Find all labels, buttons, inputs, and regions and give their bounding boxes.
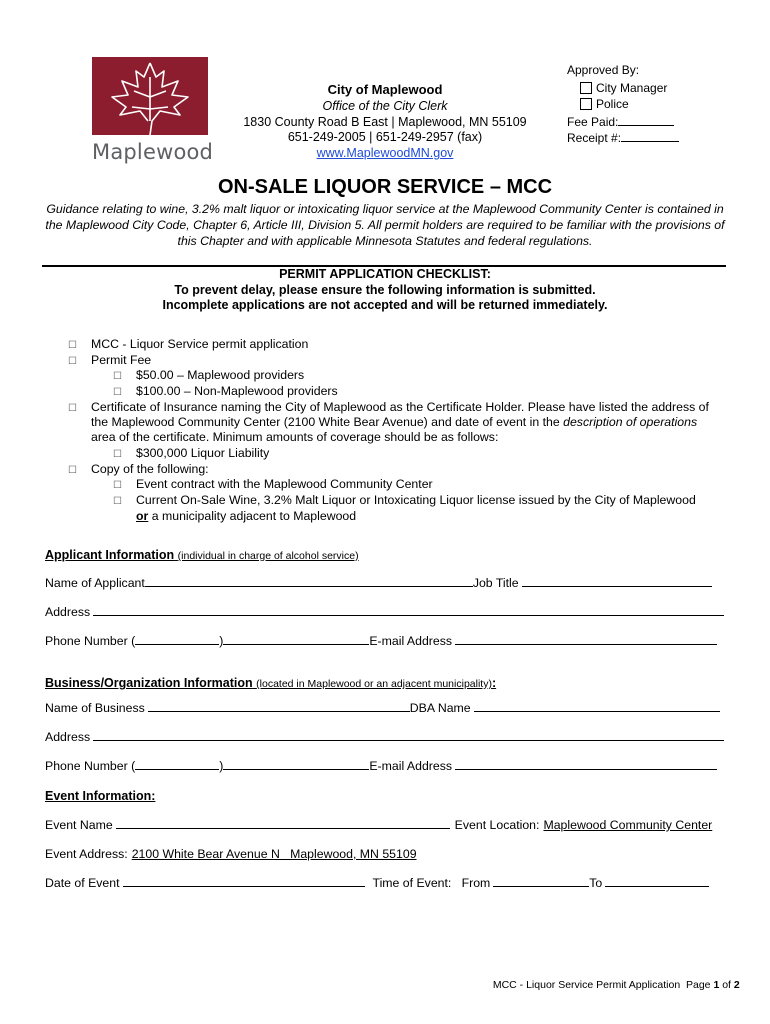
checkbox-icon[interactable]: ☐ [68,340,77,351]
page-title: ON-SALE LIQUOR SERVICE – MCC [217,176,553,198]
checklist-title: PERMIT APPLICATION CHECKLIST: [279,267,491,281]
field-label: Phone Number ( [45,759,136,773]
field-label: E-mail Address [369,634,453,648]
field-label: Date of Event [45,876,120,890]
section-title: Business/Organization Information [45,676,253,690]
maple-leaf-icon [92,57,208,135]
approval-police[interactable] [580,97,629,111]
checklist-item-insurance [68,399,77,417]
approved-by-label: Approved By: [567,63,640,77]
event-date-row [45,876,721,890]
checkbox-icon[interactable]: ☐ [68,465,77,476]
website-link[interactable]: www.MaplewoodMN.gov [316,146,454,160]
checklist-item-copies [68,461,209,479]
business-name-input[interactable] [148,710,410,712]
approval-option-label: City Manager [596,81,668,95]
fee-paid-field[interactable] [567,113,674,129]
event-name-input[interactable] [116,827,450,829]
logo-wordmark: Maplewood [92,140,214,164]
license-text: a municipality adjacent to Maplewood [148,509,357,523]
email-input[interactable] [455,643,717,645]
office-name: Office of the City Clerk [322,99,448,113]
section-title: Applicant Information [45,548,175,562]
fee-paid-label: Fee Paid: [567,115,619,129]
field-label: Job Title [472,576,519,590]
applicant-name-row [45,576,721,590]
event-address-row [45,847,417,861]
event-date-input[interactable] [123,885,365,887]
job-title-input[interactable] [522,585,712,587]
phone-input[interactable] [223,643,369,645]
receipt-field[interactable] [567,129,679,145]
item-label: $50.00 – Maplewood providers [136,368,305,382]
item-label: $100.00 – Non-Maplewood providers [136,384,338,398]
field-label: Time of Event: From [372,876,491,890]
footer-text: MCC - Liquor Service Permit Application Page [492,979,714,991]
dba-name-input[interactable] [474,710,720,712]
checklist-item-fee [68,352,152,370]
item-label: Copy of the following: [91,462,209,476]
business-address-input[interactable] [93,739,724,741]
maplewood-logo [92,57,208,135]
field-label: DBA Name [409,701,471,715]
checkbox-icon[interactable]: ☐ [68,403,77,414]
time-from-input[interactable] [493,885,589,887]
field-label: Event Location: [454,818,540,832]
business-heading [45,676,496,690]
footer-of: of [719,979,734,991]
event-location-value: Maplewood Community Center [543,818,713,832]
event-address-value: 2100 White Bear Avenue N Maplewood, MN 55109 [131,847,417,861]
item-label: MCC - Liquor Service permit application [91,337,309,351]
area-code-input[interactable] [135,768,219,770]
field-label: Name of Applicant [45,576,145,590]
insurance-line-1: Certificate of Insurance naming the City of Maplewood as the Certificate Holder. Please have listed the address of [91,400,709,414]
time-to-input[interactable] [605,885,709,887]
license-continuation [136,508,356,524]
field-label: Phone Number ( [45,634,136,648]
field-label: ) [219,759,224,773]
email-input[interactable] [455,768,717,770]
event-name-row [45,818,721,832]
business-phone-row [45,759,721,773]
section-note: (located in Maplewood or an adjacent municipality) [256,678,492,690]
approval-city-manager[interactable] [580,81,667,95]
page-number: 1 [713,979,720,991]
insurance-line-2 [91,414,697,430]
city-address: 1830 County Road B East | Maplewood, MN 55109 [243,115,527,129]
field-label: Event Name [45,818,113,832]
area-code-input[interactable] [135,643,219,645]
city-phone: 651-249-2005 | 651-249-2957 (fax) [287,130,483,144]
receipt-label: Receipt #: [567,131,622,145]
checklist-subtitle-1: To prevent delay, please ensure the following information is submitted. [174,283,596,297]
item-label: Event contract with the Maplewood Community Center [136,477,433,491]
approval-option-label: Police [596,97,629,111]
checkbox-icon[interactable]: ☐ [113,480,122,491]
applicant-phone-row [45,634,721,648]
checkbox-icon[interactable]: ☐ [68,356,77,367]
guidance-text: Guidance relating to wine, 3.2% malt liquor or intoxicating liquor service at the Maplewood Community Center is contained in the Maplewood City Code, Chapter 6, Article III, Division 5. All permit holders are required to be familiar with the provisions of this Chapter and with applicable Minnesota Statutes and federal regulations. [45,202,725,248]
checkbox-icon[interactable]: ☐ [113,449,122,460]
item-label: Current On-Sale Wine, 3.2% Malt Liquor or Intoxicating Liquor license issued by the City of Maplewood [136,493,696,507]
field-label: ) [219,634,224,648]
field-label: Event Address: [45,847,128,861]
applicant-heading [45,548,359,562]
business-address-row [45,730,726,744]
or-emphasis: or [136,509,149,523]
section-note: (individual in charge of alcohol service) [177,550,359,562]
checkbox[interactable] [580,82,592,94]
field-label: Address [45,730,91,744]
item-label: $300,000 Liquor Liability [136,446,270,460]
insurance-text: the Maplewood Community Center (2100 White Bear Avenue) and date of event in the [91,415,564,429]
item-label: Permit Fee [91,353,152,367]
page-total: 2 [733,979,740,991]
field-label: E-mail Address [369,759,453,773]
field-label: To [589,876,603,890]
applicant-address-row [45,605,726,619]
checklist-subtitle-2: Incomplete applications are not accepted and will be returned immediately. [162,298,608,312]
checklist-license [113,492,696,510]
field-label: Name of Business [45,701,145,715]
insurance-emphasis: description of operations [563,415,698,429]
event-heading: Event Information: [45,789,156,803]
checkbox-icon[interactable]: ☐ [113,496,122,507]
colon: : [491,676,497,690]
business-name-row [45,701,721,715]
applicant-name-input[interactable] [145,585,473,587]
insurance-line-3: area of the certificate. Minimum amounts of coverage should be as follows: [91,430,499,444]
phone-input[interactable] [223,768,369,770]
checkbox-icon[interactable]: ☐ [113,387,122,398]
city-name: City of Maplewood [327,82,443,97]
checkbox[interactable] [580,98,592,110]
page-footer [487,967,740,991]
checkbox-icon[interactable]: ☐ [113,371,122,382]
applicant-address-input[interactable] [93,614,724,616]
field-label: Address [45,605,91,619]
